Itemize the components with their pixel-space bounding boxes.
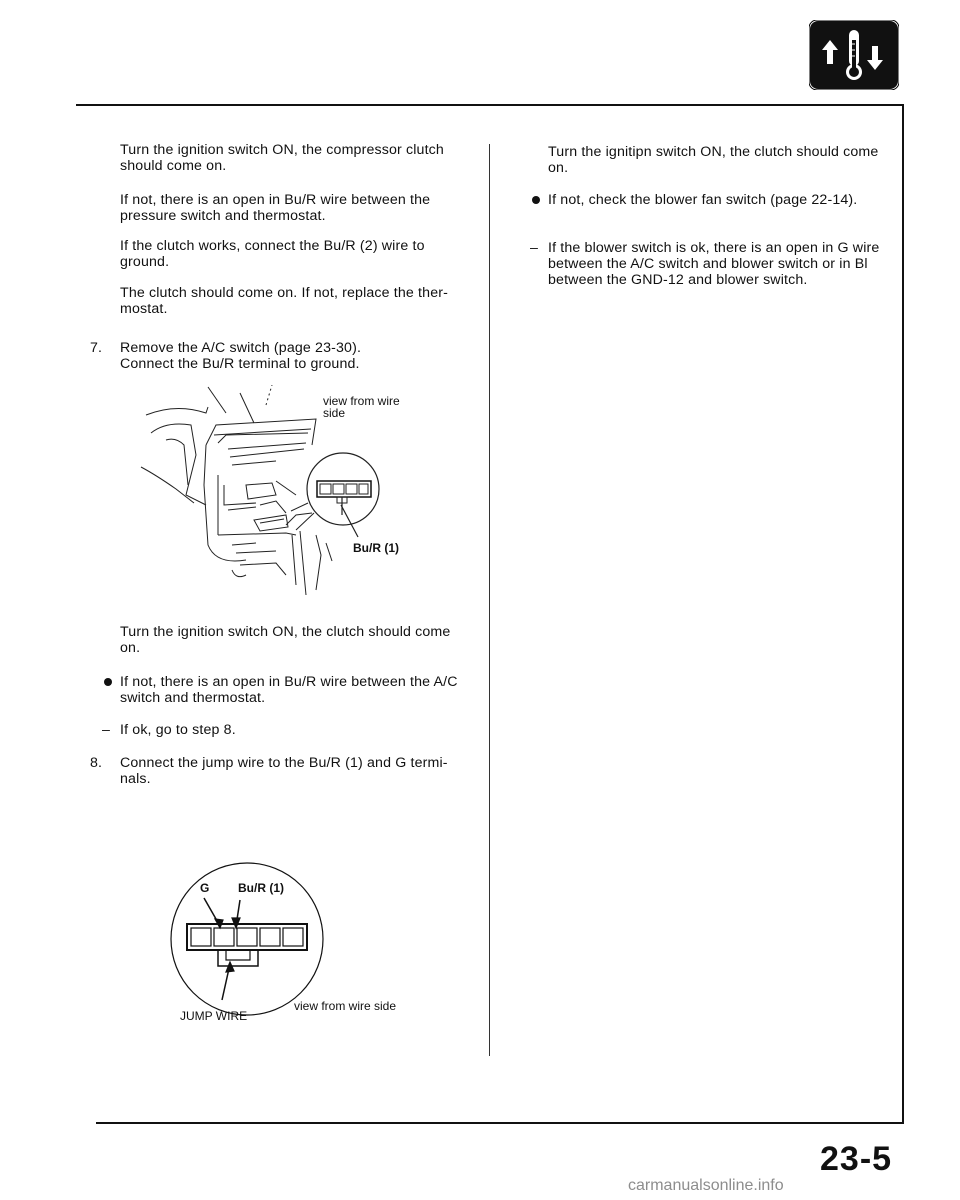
left-paragraph-2: If not, there is an open in Bu/R wire between the pressure switch and thermostat. [120,192,431,224]
right-rule [902,104,904,1124]
left-paragraph-5: Turn the ignition switch ON, the clutch should come on. [120,624,451,656]
right-bullet-1-text: If not, check the blower fan switch (page 22-14). [548,192,858,208]
left-bullet-1-text: If not, there is an open in Bu/R wire between the A/C switch and thermostat. [120,674,458,706]
left-paragraph-1: Turn the ignition switch ON, the compressor clutch should come on. [120,142,444,174]
jump-wire-connector-diagram [160,860,420,1025]
column-divider [489,144,490,1056]
step-7-line-1: Remove the A/C switch (page 23-30). [120,340,362,356]
diagram-2-g-label: G [200,881,210,895]
diagram-1-terminal-label: Bu/R (1) [353,541,399,555]
step-8 [90,755,460,787]
left-paragraph-4: The clutch should come on. If not, replace the ther-mostat. [120,285,448,317]
right-dash-1 [530,240,884,288]
right-dash-1-text: If the blower switch is ok, there is an open in G wire between the A/C switch and blower switch or in Bl between the GND-12 and blower switch. [548,240,880,288]
step-7-number: 7. [90,340,103,356]
diagram-1-view-label: view from wire side [323,394,400,420]
top-rule [76,104,904,106]
left-dash-1-text: If ok, go to step 8. [120,722,236,738]
left-bullet-1 [120,674,460,706]
left-paragraph-3: If the clutch works, connect the Bu/R (2) wire to ground. [120,238,425,270]
watermark: carmanualsonline.info [628,1177,784,1194]
ac-switch-dashboard-diagram [136,385,436,600]
diagram-2-view-label: view from wire side [294,999,397,1013]
diagram-2-bur-label: Bu/R (1) [238,881,284,895]
left-dash-1-marker: – [102,722,111,738]
thermometer-with-arrows-icon [809,20,899,90]
right-paragraph-1: Turn the ignitipn switch ON, the clutch should come on. [548,144,879,176]
right-dash-1-marker: – [530,240,539,256]
step-7-line-2: Connect the Bu/R terminal to ground. [120,356,360,372]
diagram-2-jump-wire-label: JUMP WIRE [180,1009,248,1023]
right-bullet-1 [548,192,884,208]
left-dash-1 [102,722,460,738]
page-number: 23-5 [820,1140,893,1178]
step-7 [90,340,460,372]
step-8-text: Connect the jump wire to the Bu/R (1) and G termi-nals. [120,755,448,787]
step-8-number: 8. [90,755,103,771]
bottom-rule [96,1122,904,1124]
